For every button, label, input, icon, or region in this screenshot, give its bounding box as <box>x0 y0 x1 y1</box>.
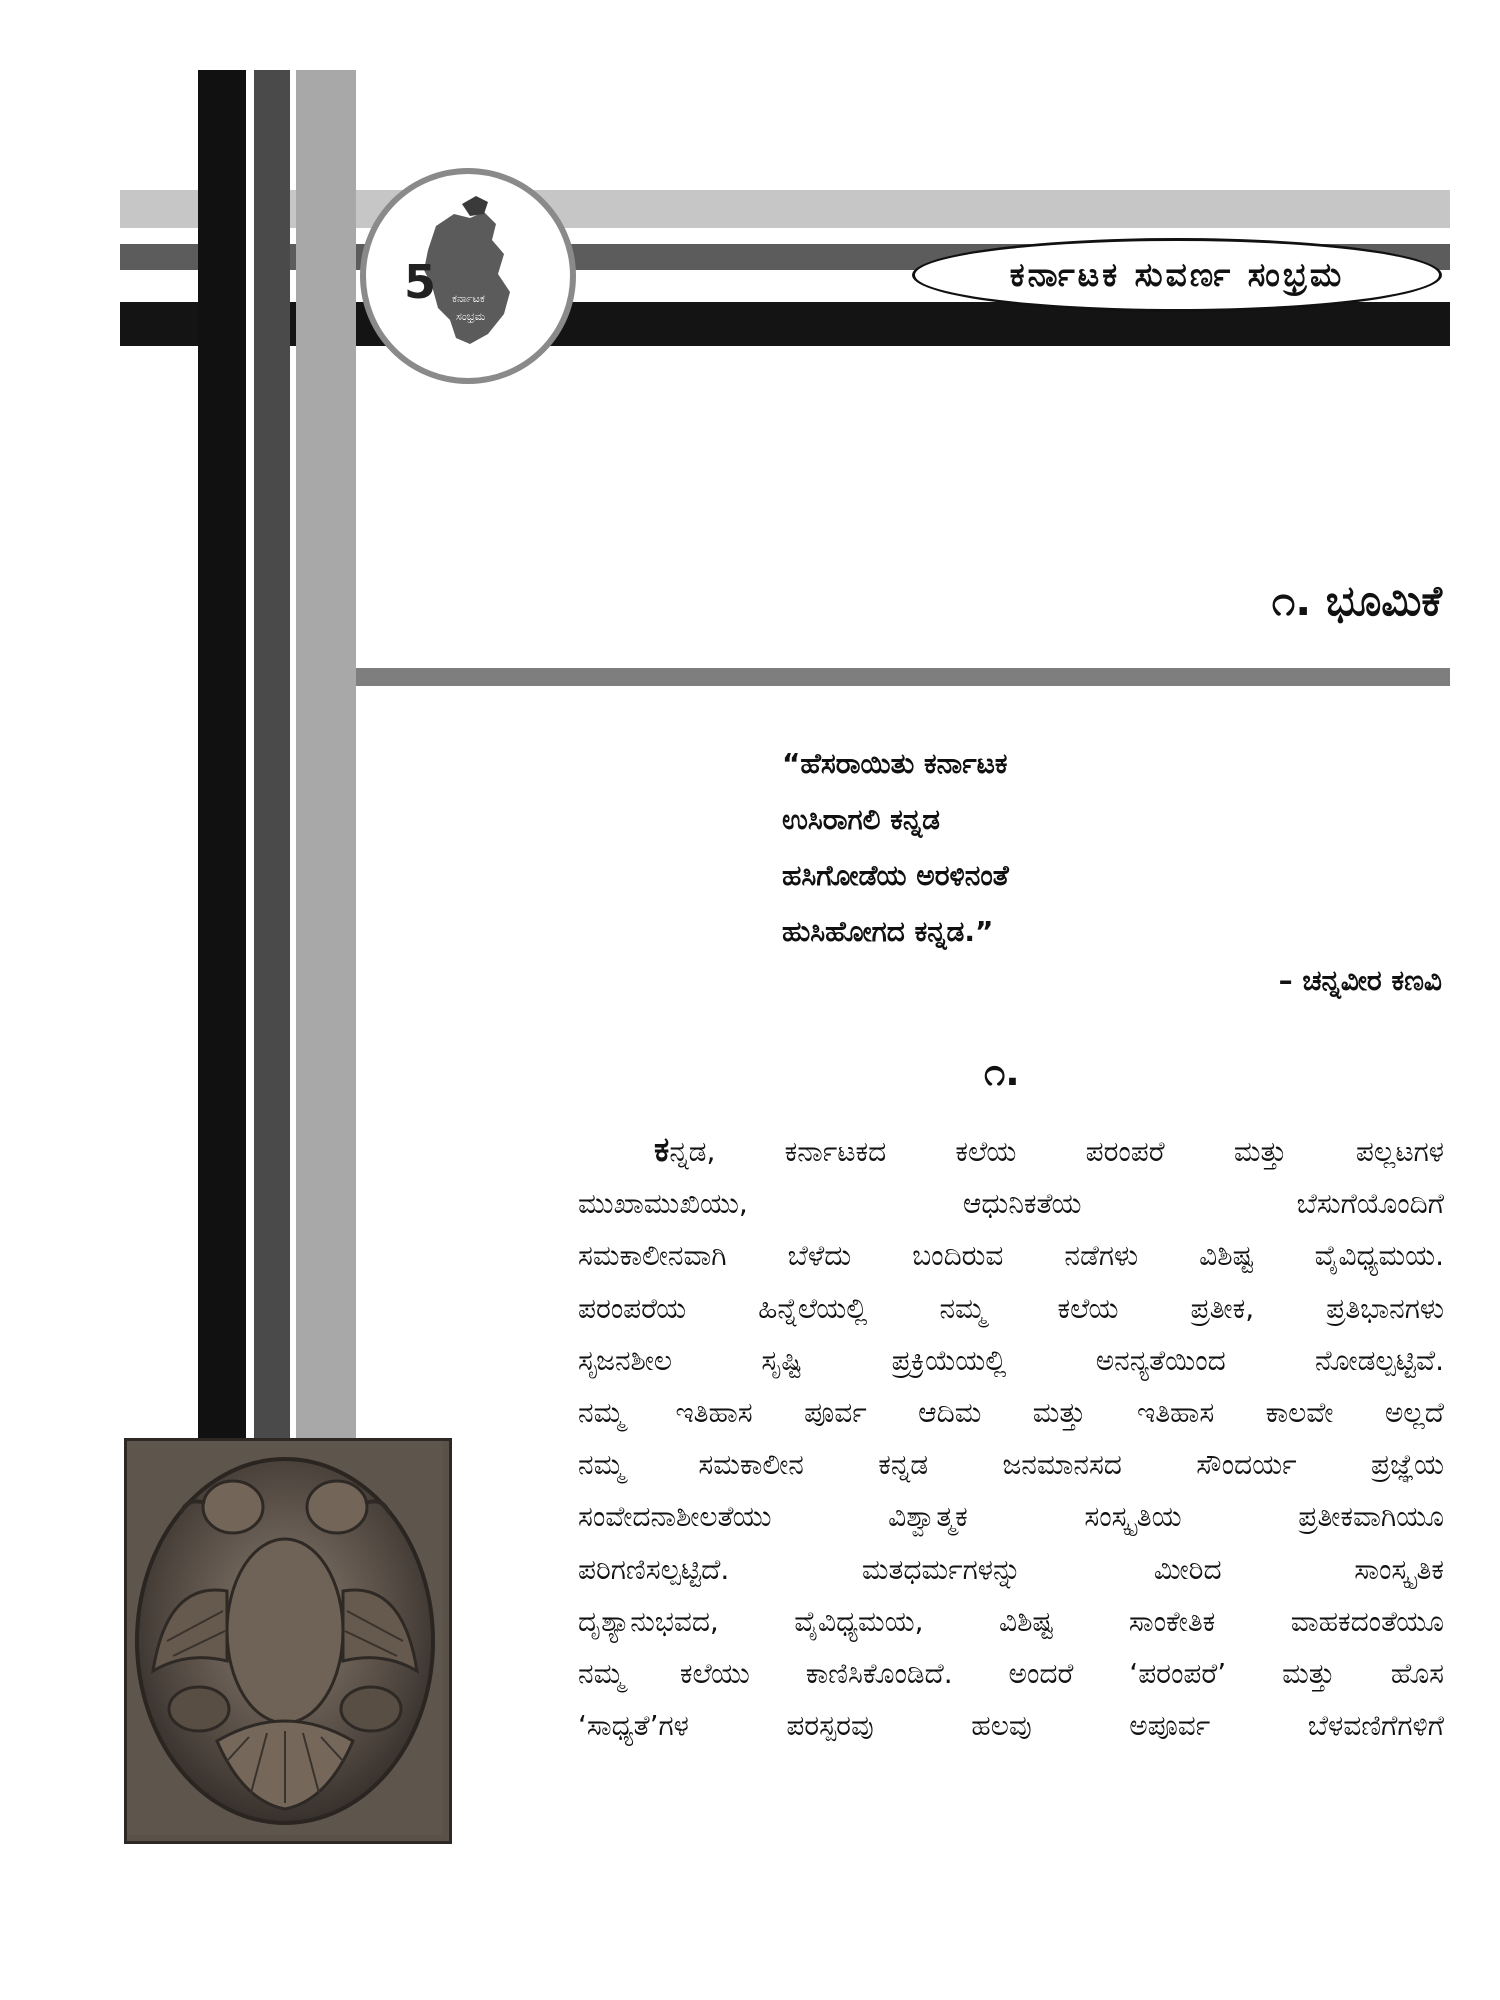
body-line: ನಮ್ಮ ಸಮಕಾಲೀನ ಕನ್ನಡ ಜನಮಾನಸದ ಸೌಂದರ್ಯ ಪ್ರಜ್ಞೆಯ <box>578 1448 1444 1482</box>
body-line: ನಮ್ಮ ಇತಿಹಾಸ ಪೂರ್ವ ಆದಿಮ ಮತ್ತು ಇತಿಹಾಸ ಕಾಲವೇ ಅಲ್ಲದೆ <box>578 1396 1444 1430</box>
publication-title: ಕರ್ನಾಟಕ ಸುವರ್ಣ ಸಂಭ್ರಮ <box>912 238 1442 312</box>
emblem-text-1: ಕರ್ನಾಟಕ <box>452 292 485 305</box>
emblem-numeral: 5 <box>404 255 437 309</box>
vertical-stripe-light <box>296 70 356 1440</box>
poem-author: – ಚನ್ನವೀರ ಕಣವಿ <box>1278 964 1442 997</box>
body-line-text: ನ್ನಡ, ಕರ್ನಾಟಕದ ಕಲೆಯ ಪರಂಪರೆ ಮತ್ತು ಪಲ್ಲಟಗಳ <box>669 1135 1444 1168</box>
poem-line: ಉಸಿರಾಗಲಿ ಕನ್ನಡ <box>782 803 941 836</box>
dropcap: ಕ <box>654 1130 670 1170</box>
chapter-heading: ೧. ಭೂಮಿಕೆ <box>1271 576 1442 625</box>
emblem-text-2: ಸಂಭ್ರಮ <box>456 310 486 323</box>
vertical-stripe-black <box>198 70 246 1440</box>
poem-line: ಹುಸಿಹೋಗದ ಕನ್ನಡ.” <box>782 915 994 948</box>
body-line: ‘ಸಾಧ್ಯತೆ’ಗಳ ಪರಸ್ಪರವು ಹಲವು ಅಪೂರ್ವ ಬೆಳವಣಿಗೆಗಳಿಗೆ <box>578 1709 1444 1743</box>
body-line: ನಮ್ಮ ಕಲೆಯು ಕಾಣಿಸಿಕೊಂಡಿದೆ. ಅಂದರೆ ‘ಪರಂಪರೆ’ ಮತ್ತು ಹೊಸ <box>578 1657 1444 1691</box>
body-line: ಪರಂಪರೆಯ ಹಿನ್ನೆಲೆಯಲ್ಲಿ ನಮ್ಮ ಕಲೆಯ ಪ್ರತೀಕ, ಪ್ರತಿಭಾನಗಳು <box>578 1291 1444 1325</box>
body-paragraph <box>578 1124 1444 1752</box>
poem-line: ಹಸಿಗೋಡೆಯ ಅರಳಿನಂತೆ <box>782 859 1009 892</box>
body-line: ಮುಖಾಮುಖಿಯು, ಆಧುನಿಕತೆಯ ಬೆಸುಗೆಯೊಂದಿಗೆ <box>578 1187 1444 1221</box>
vertical-stripe-dark <box>254 70 290 1440</box>
gandaberunda-relief-image <box>124 1438 452 1844</box>
body-line: ಸಮಕಾಲೀನವಾಗಿ ಬೆಳೆದು ಬಂದಿರುವ ನಡೆಗಳು ವಿಶಿಷ್ಟ ವೈವಿಧ್ಯಮಯ. <box>578 1239 1444 1273</box>
body-line: ದೃಶ್ಯಾನುಭವದ, ವೈವಿಧ್ಯಮಯ, ವಿಶಿಷ್ಟ ಸಾಂಕೇತಿಕ ವಾಹಕದಂತೆಯೂ <box>578 1604 1444 1638</box>
body-line: ಸೃಜನಶೀಲ ಸೃಷ್ಟಿ ಪ್ರಕ್ರಿಯೆಯಲ್ಲಿ ಅನನ್ಯತೆಯಿಂದ ನೋಡಲ್ಪಟ್ಟಿವೆ. <box>578 1343 1444 1377</box>
body-line: ಪರಿಗಣಿಸಲ್ಪಟ್ಟಿದೆ. ಮತಧರ್ಮಗಳನ್ನು ಮೀರಿದ ಸಾಂಸ್ಕೃತಿಕ <box>578 1552 1444 1586</box>
poem-line: “ಹೆಸರಾಯಿತು ಕರ್ನಾಟಕ <box>782 747 1008 780</box>
chapter-rule <box>356 668 1450 686</box>
body-line: ಸಂವೇದನಾಶೀಲತೆಯು ವಿಶ್ವಾತ್ಮಕ ಸಂಸ್ಕೃತಿಯ ಪ್ರತೀಕವಾಗಿಯೂ <box>578 1500 1444 1534</box>
body-line <box>578 1124 1444 1178</box>
vertical-stripe-gap <box>246 70 254 1440</box>
section-number: ೧. <box>984 1050 1020 1094</box>
epigraph-poem <box>782 736 1009 960</box>
karnataka-map-emblem-icon <box>360 168 576 384</box>
